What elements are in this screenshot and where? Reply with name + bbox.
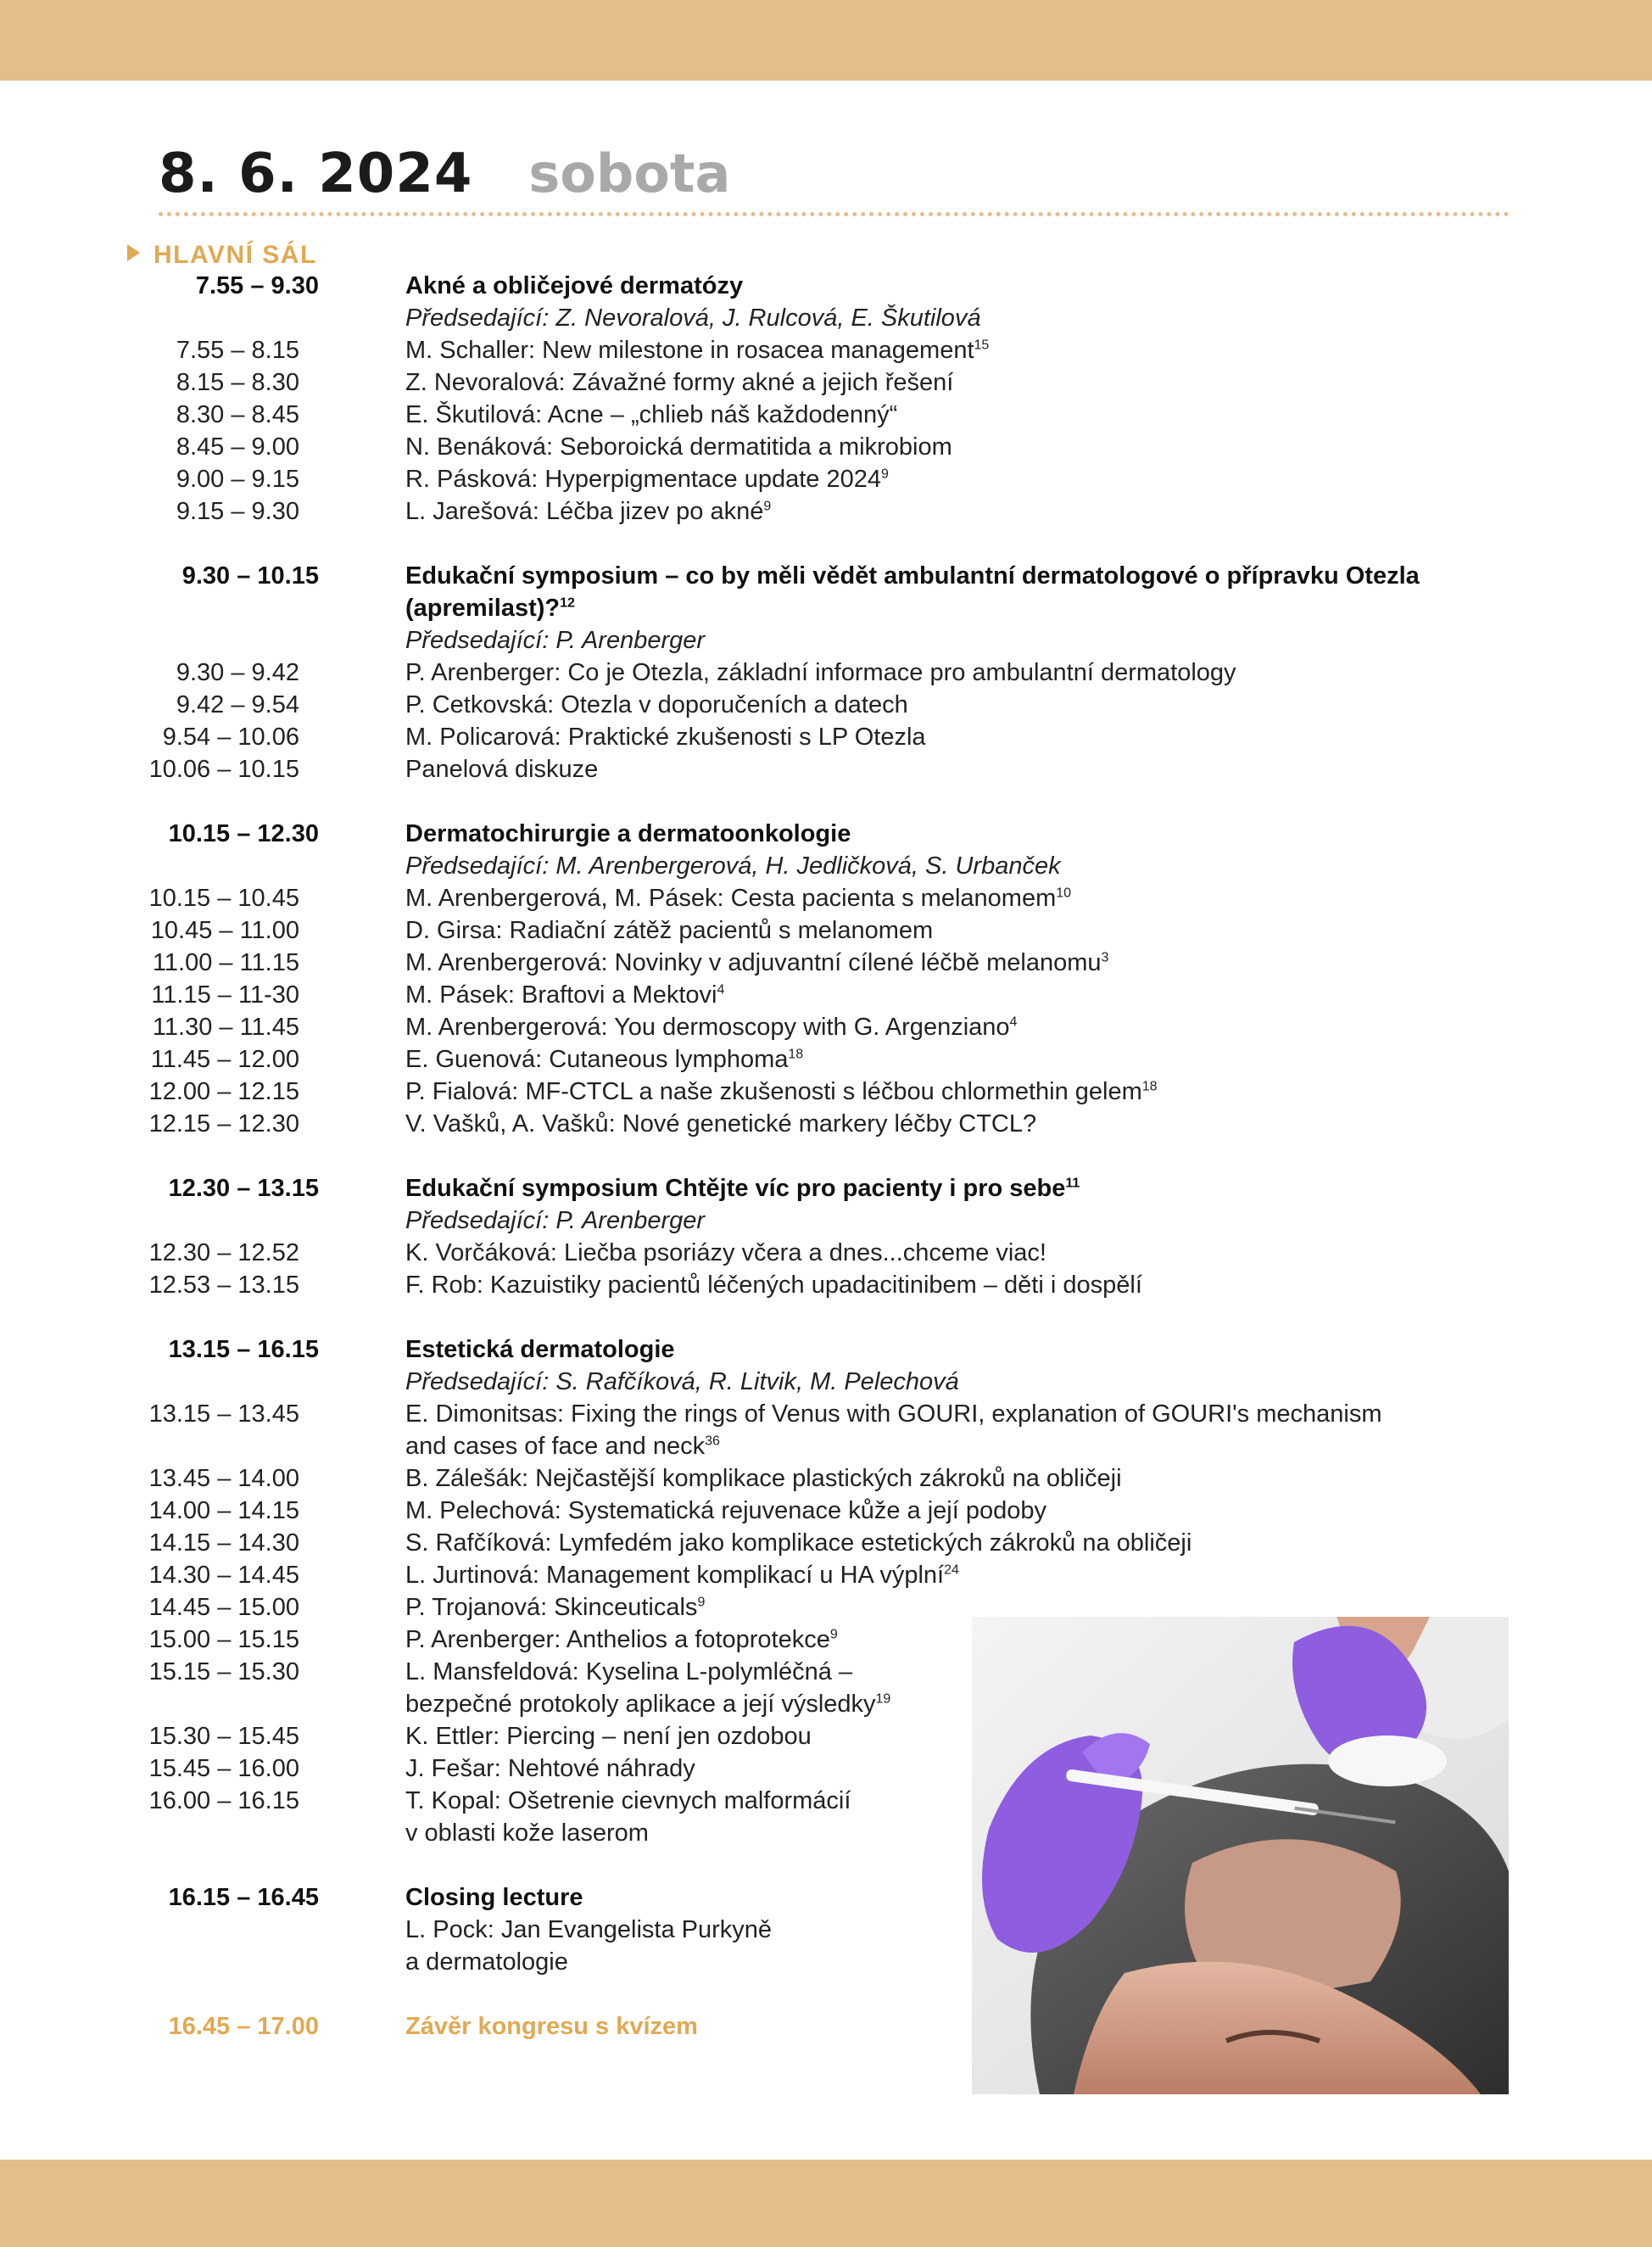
dotted-divider bbox=[159, 212, 1510, 216]
talk-line: S. Rafčíková: Lymfedém jako komplikace estetických zákroků na obličeji bbox=[405, 1529, 1192, 1557]
talk-line: Panelová diskuze bbox=[405, 756, 599, 783]
talk-line: M. Arenbergerová: Novinky v adjuvantní cílené léčbě melanomu bbox=[405, 949, 1102, 976]
talk-line: M. Schaller: New milestone in rosacea management bbox=[405, 337, 974, 364]
time-slot: 14.15 – 14.30 bbox=[148, 1529, 299, 1557]
talk-row bbox=[0, 1076, 1652, 1108]
session-header bbox=[0, 270, 1652, 302]
talk-row bbox=[0, 882, 1652, 914]
date-heading: 8. 6. 2024 bbox=[159, 143, 473, 205]
hall-label bbox=[127, 241, 317, 270]
talk-line: L. Pock: Jan Evangelista Purkyně bbox=[405, 1916, 773, 1943]
hall-name: HLAVNÍ SÁL bbox=[153, 241, 317, 269]
reference-number: 9 bbox=[763, 499, 772, 514]
time-slot: 10.15 – 10.45 bbox=[148, 885, 299, 912]
time-slot: 14.00 – 14.15 bbox=[148, 1497, 299, 1524]
talk-text bbox=[405, 1237, 1525, 1269]
block-spacer bbox=[0, 785, 1652, 818]
talk-line: B. Zálešák: Nejčastější komplikace plastických zákroků na obličeji bbox=[405, 1465, 1122, 1492]
photo-illustration bbox=[972, 1617, 1509, 2094]
reference-number: 9 bbox=[697, 1595, 706, 1610]
talk-text bbox=[405, 366, 1525, 399]
talk-text bbox=[405, 1785, 999, 1849]
talk-text bbox=[405, 882, 1525, 914]
time-slot: 9.30 – 10.15 bbox=[181, 562, 319, 590]
chairs-text: Předsedající: P. Arenberger bbox=[405, 1207, 706, 1234]
talk-row bbox=[0, 495, 1652, 528]
talk-line: K. Ettler: Piercing – není jen ozdobou bbox=[405, 1723, 812, 1750]
session-title-text: Estetická dermatologie bbox=[405, 1336, 675, 1363]
talk-line: M. Pásek: Braftovi a Mektovi bbox=[405, 981, 717, 1009]
talk-row bbox=[0, 979, 1652, 1011]
talk-text bbox=[405, 1656, 999, 1720]
talk-text bbox=[405, 1527, 1525, 1559]
talk-text bbox=[405, 334, 1525, 366]
talk-row bbox=[0, 1559, 1652, 1591]
talk-text bbox=[405, 721, 1525, 753]
talk-text bbox=[405, 1011, 1525, 1043]
talk-row bbox=[0, 753, 1652, 785]
talk-row bbox=[0, 399, 1652, 431]
session-title-text: Akné a obličejové dermatózy bbox=[405, 272, 744, 299]
session-title bbox=[405, 1172, 1525, 1205]
talk-line: L. Mansfeldová: Kyselina L-polymléčná – bbox=[405, 1658, 853, 1685]
talk-row bbox=[0, 1527, 1652, 1559]
talk-row bbox=[0, 689, 1652, 721]
talk-line: P. Cetkovská: Otezla v doporučeních a datech bbox=[405, 691, 908, 718]
session-title-text: Dermatochirurgie a dermatoonkologie bbox=[405, 820, 851, 847]
time-slot: 13.15 – 16.15 bbox=[168, 1336, 319, 1363]
session-header bbox=[0, 560, 1652, 624]
talk-text bbox=[405, 1269, 1525, 1301]
talk-text bbox=[405, 657, 1525, 689]
block-spacer bbox=[0, 528, 1652, 560]
talk-text bbox=[405, 399, 1525, 431]
time-slot: 7.55 – 9.30 bbox=[195, 272, 319, 299]
talk-line: T. Kopal: Ošetrenie cievnych malformácií bbox=[405, 1787, 851, 1814]
time-slot: 16.00 – 16.15 bbox=[148, 1787, 299, 1814]
talk-text bbox=[405, 1495, 1525, 1527]
time-slot: 14.30 – 14.45 bbox=[148, 1562, 299, 1589]
talk-text bbox=[405, 463, 1525, 495]
time-slot: 15.00 – 15.15 bbox=[148, 1626, 299, 1653]
session-title-text: Edukační symposium – co by měli vědět ambulantní dermatologové o přípravku Otezla (apremilast)? bbox=[405, 562, 1420, 622]
time-slot: 9.00 – 9.15 bbox=[176, 466, 299, 493]
talk-text bbox=[405, 689, 1525, 721]
time-slot: 16.45 – 17.00 bbox=[168, 2013, 319, 2040]
time-slot: 11.00 – 11.15 bbox=[152, 949, 299, 976]
time-slot: 9.54 – 10.06 bbox=[162, 724, 299, 751]
session-chairs bbox=[0, 850, 1652, 882]
time-slot: 12.30 – 13.15 bbox=[168, 1175, 319, 1202]
reference-number: 4 bbox=[717, 982, 725, 998]
reference-number: 12 bbox=[560, 595, 575, 611]
talk-line: Z. Nevoralová: Závažné formy akné a jejich řešení bbox=[405, 369, 954, 396]
talk-text bbox=[405, 914, 1525, 947]
talk-line-continued: a dermatologie bbox=[405, 1948, 568, 1976]
talk-line: E. Dimonitsas: Fixing the rings of Venus with GOURI, explanation of GOURI's mechanism bbox=[405, 1400, 1382, 1428]
talk-row bbox=[0, 1495, 1652, 1527]
reference-number: 9 bbox=[829, 1627, 838, 1642]
time-slot: 7.55 – 8.15 bbox=[176, 337, 299, 364]
reference-number: 15 bbox=[974, 338, 990, 353]
time-slot: 11.15 – 11-30 bbox=[151, 981, 299, 1009]
reference-number: 36 bbox=[705, 1434, 720, 1449]
talk-text bbox=[405, 1043, 1525, 1076]
time-slot: 10.06 – 10.15 bbox=[148, 756, 299, 783]
talk-line: P. Arenberger: Co je Otezla, základní informace pro ambulantní dermatology bbox=[405, 659, 1236, 686]
talk-row bbox=[0, 657, 1652, 689]
block-spacer bbox=[0, 1140, 1652, 1172]
session-title-text: Closing lecture bbox=[405, 1884, 583, 1911]
talk-line: F. Rob: Kazuistiky pacientů léčených upadacitinibem – děti i dospělí bbox=[405, 1272, 1142, 1299]
time-slot: 12.15 – 12.30 bbox=[148, 1110, 299, 1137]
time-slot: 8.15 – 8.30 bbox=[176, 369, 299, 396]
talk-line: L. Jarešová: Léčba jizev po akné bbox=[405, 498, 764, 525]
talk-row bbox=[0, 334, 1652, 366]
talk-text bbox=[405, 947, 1525, 979]
talk-line-continued: bezpečné protokoly aplikace a její výsledky bbox=[405, 1691, 876, 1718]
talk-line-continued: and cases of face and neck bbox=[405, 1433, 706, 1460]
time-slot: 8.30 – 8.45 bbox=[176, 401, 299, 428]
talk-line: D. Girsa: Radiační zátěž pacientů s melanomem bbox=[405, 917, 934, 944]
talk-row bbox=[0, 1398, 1652, 1462]
time-slot: 16.15 – 16.45 bbox=[168, 1884, 319, 1911]
time-slot: 13.15 – 13.45 bbox=[148, 1400, 299, 1428]
time-slot: 11.30 – 11.45 bbox=[152, 1014, 299, 1041]
talk-row bbox=[0, 1237, 1652, 1269]
time-slot: 8.45 – 9.00 bbox=[176, 433, 299, 461]
chairs-text: Předsedající: M. Arenbergerová, H. Jedličková, S. Urbanček bbox=[405, 852, 1061, 880]
bottom-band bbox=[0, 2160, 1652, 2247]
day-heading: sobota bbox=[528, 143, 731, 204]
triangle-bullet-icon bbox=[127, 244, 140, 261]
reference-number: 10 bbox=[1056, 886, 1072, 901]
time-slot: 10.45 – 11.00 bbox=[150, 917, 299, 944]
talk-row bbox=[0, 431, 1652, 463]
talk-text bbox=[405, 1076, 1525, 1108]
reference-number: 19 bbox=[875, 1691, 891, 1707]
time-slot: 9.30 – 9.42 bbox=[176, 659, 299, 686]
talk-text bbox=[405, 1462, 1525, 1495]
session-chairs bbox=[0, 1205, 1652, 1237]
talk-line: J. Fešar: Nehtové náhrady bbox=[405, 1755, 695, 1782]
chairs-text: Předsedající: P. Arenberger bbox=[405, 627, 706, 654]
talk-row bbox=[0, 1043, 1652, 1076]
session-chairs bbox=[0, 624, 1652, 657]
session-title bbox=[405, 270, 1525, 302]
reference-number: 4 bbox=[1009, 1015, 1018, 1030]
talk-line: V. Vašků, A. Vašků: Nové genetické markery léčby CTCL? bbox=[405, 1110, 1037, 1137]
talk-line: K. Vorčáková: Liečba psoriázy včera a dnes...chceme viac! bbox=[405, 1239, 1046, 1266]
time-slot: 15.30 – 15.45 bbox=[148, 1723, 299, 1750]
time-slot: 15.45 – 16.00 bbox=[148, 1755, 299, 1782]
talk-row bbox=[0, 1462, 1652, 1495]
page-title bbox=[159, 143, 730, 219]
session-title bbox=[405, 818, 1525, 850]
time-slot: 13.45 – 14.00 bbox=[148, 1465, 299, 1492]
reference-number: 11 bbox=[1065, 1176, 1080, 1191]
chairs-text: Předsedající: Z. Nevoralová, J. Rulcová, E. Škutilová bbox=[405, 305, 981, 332]
talk-line: M. Arenbergerová: You dermoscopy with G. Argenziano bbox=[405, 1014, 1010, 1041]
session-title bbox=[405, 560, 1525, 624]
talk-line: P. Trojanová: Skinceuticals bbox=[405, 1594, 698, 1621]
talk-text bbox=[405, 1398, 1525, 1462]
talk-text bbox=[405, 979, 1525, 1011]
talk-row bbox=[0, 1108, 1652, 1140]
talk-text bbox=[405, 1559, 1525, 1591]
talk-line: N. Benáková: Seboroická dermatitida a mikrobiom bbox=[405, 433, 952, 461]
session-title bbox=[405, 1333, 1525, 1366]
talk-row bbox=[0, 947, 1652, 979]
talk-row bbox=[0, 914, 1652, 947]
talk-text bbox=[405, 495, 1525, 528]
talk-line: P. Fialová: MF-CTCL a naše zkušenosti s léčbou chlormethin gelem bbox=[405, 1078, 1142, 1105]
talk-line: E. Guenová: Cutaneous lymphoma bbox=[405, 1046, 789, 1073]
session-header bbox=[0, 1172, 1652, 1205]
reference-number: 18 bbox=[1141, 1079, 1158, 1094]
session-header bbox=[0, 818, 1652, 850]
time-slot: 14.45 – 15.00 bbox=[148, 1594, 299, 1621]
talk-line: M. Policarová: Praktické zkušenosti s LP Otezla bbox=[405, 724, 926, 751]
top-band bbox=[0, 0, 1652, 81]
talk-text bbox=[405, 431, 1525, 463]
talk-row bbox=[0, 1011, 1652, 1043]
photo-aesthetic-treatment bbox=[972, 1617, 1509, 2094]
talk-row bbox=[0, 721, 1652, 753]
time-slot: 15.15 – 15.30 bbox=[148, 1658, 299, 1685]
talk-row bbox=[0, 1269, 1652, 1301]
reference-number: 24 bbox=[944, 1562, 959, 1578]
talk-line: E. Škutilová: Acne – „chlieb náš každodenný“ bbox=[405, 401, 898, 428]
time-slot: 12.00 – 12.15 bbox=[148, 1078, 299, 1105]
closing-title: Závěr kongresu s kvízem bbox=[405, 2013, 698, 2040]
time-slot: 9.42 – 9.54 bbox=[176, 691, 299, 718]
talk-line: R. Pásková: Hyperpigmentace update 2024 bbox=[405, 466, 882, 493]
reference-number: 3 bbox=[1101, 950, 1109, 965]
talk-line: M. Arenbergerová, M. Pásek: Cesta pacienta s melanomem bbox=[405, 885, 1057, 912]
talk-row bbox=[0, 366, 1652, 399]
time-slot: 11.45 – 12.00 bbox=[150, 1046, 299, 1073]
time-slot: 9.15 – 9.30 bbox=[176, 498, 299, 525]
session-chairs bbox=[0, 302, 1652, 334]
talk-line: M. Pelechová: Systematická rejuvenace kůže a její podoby bbox=[405, 1497, 1047, 1524]
reference-number: 18 bbox=[788, 1047, 804, 1062]
chairs-text: Předsedající: S. Rafčíková, R. Litvik, M. Pelechová bbox=[405, 1368, 959, 1395]
talk-text bbox=[405, 753, 1525, 785]
time-slot: 12.30 – 12.52 bbox=[148, 1239, 299, 1266]
talk-line: L. Jurtinová: Management komplikací u HA výplní bbox=[405, 1562, 945, 1589]
time-slot: 12.53 – 13.15 bbox=[148, 1272, 299, 1299]
talk-line-continued: v oblasti kože laserom bbox=[405, 1819, 649, 1847]
session-header bbox=[0, 1333, 1652, 1366]
talk-text bbox=[405, 1108, 1525, 1140]
reference-number: 9 bbox=[881, 467, 889, 482]
time-slot: 10.15 – 12.30 bbox=[168, 820, 319, 847]
session-title-text: Edukační symposium Chtějte víc pro pacienty i pro sebe bbox=[405, 1175, 1066, 1202]
block-spacer bbox=[0, 1301, 1652, 1333]
session-chairs bbox=[0, 1366, 1652, 1398]
talk-line: P. Arenberger: Anthelios a fotoprotekce bbox=[405, 1626, 830, 1653]
talk-row bbox=[0, 463, 1652, 495]
